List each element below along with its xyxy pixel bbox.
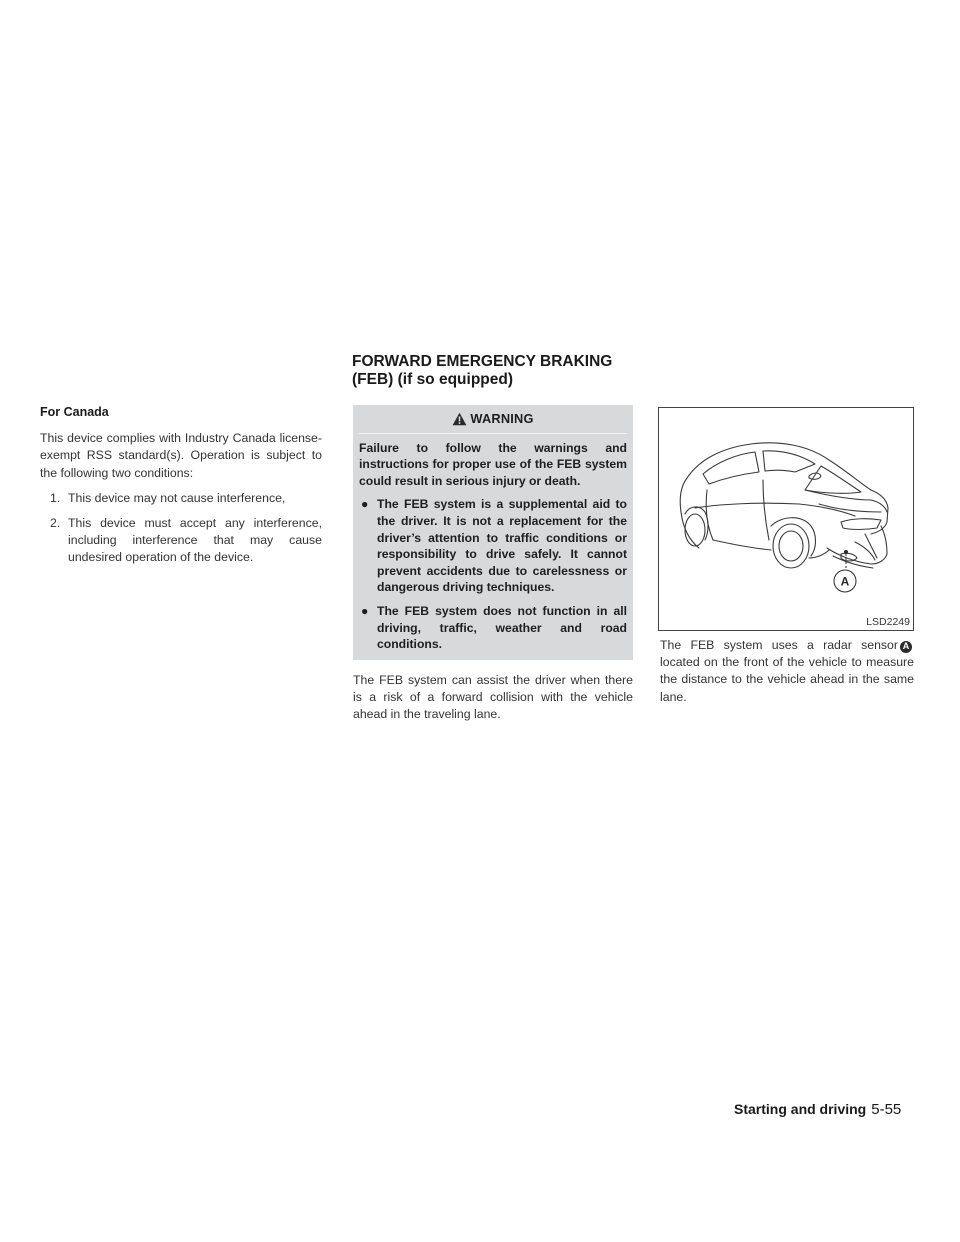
warning-bullets (359, 496, 627, 652)
list-item-text: This device may not cause interference, (68, 490, 286, 505)
conditions-list (40, 490, 322, 567)
warning-bullet-text: The FEB system does not function in all driving, traffic, weather and road conditions. (377, 603, 627, 652)
radar-text-after: located on the front of the vehicle to measure the distance to the vehicle ahead in the same lane. (660, 655, 914, 704)
section-title (352, 353, 772, 389)
callout-a-label: A (840, 574, 850, 589)
canada-intro: This device complies with Industry Canada license-exempt RSS standard(s). Operation is subject to the following two conditions: (40, 431, 322, 480)
chapter-name: Starting and driving (734, 1101, 867, 1117)
list-item (40, 515, 322, 567)
column-warning (353, 407, 633, 731)
page-number: 5-55 (871, 1101, 902, 1118)
section-title-line1: FORWARD EMERGENCY BRAKING (352, 353, 613, 370)
vehicle-illustration (659, 408, 913, 630)
radar-text (660, 637, 914, 706)
warning-intro: Failure to follow the warnings and instructions for proper use of the FEB system could result in serious injury or death. (359, 440, 627, 488)
bullet-icon: ● (361, 603, 369, 618)
warning-title: WARNING (470, 411, 534, 426)
figure-code: LSD2249 (866, 616, 910, 628)
warning-triangle-icon (452, 412, 467, 426)
list-item (359, 603, 627, 653)
list-item-text: This device must accept any interference, including interference that may cause undesired operation of the device. (68, 516, 322, 565)
list-item (359, 496, 627, 596)
section-title-line2: (FEB) (if so equipped) (352, 371, 514, 388)
bullet-icon: ● (361, 497, 369, 512)
warning-header (359, 411, 627, 434)
list-item-number: 2. (50, 516, 61, 531)
list-item (40, 490, 322, 507)
warning-bullet-text: The FEB system is a supplemental aid to the driver. It is not a replacement for the driver’s attention to traffic conditions or responsibility to drive safely. It cannot prevent accidents due to carelessness or dangerous driving techniques. (377, 497, 627, 595)
radar-text-before: The FEB system uses a radar sensor (660, 638, 898, 652)
page-footer (734, 1101, 901, 1118)
column-canada (40, 407, 322, 575)
feb-assist-text: The FEB system can assist the driver when there is a risk of a forward collision with the vehicle ahead in the traveling lane. (353, 672, 633, 722)
callout-a-icon: A (900, 641, 912, 653)
warning-box (353, 405, 633, 660)
canada-heading: For Canada (40, 405, 109, 419)
list-item-number: 1. (50, 490, 61, 505)
vehicle-figure (658, 407, 914, 631)
